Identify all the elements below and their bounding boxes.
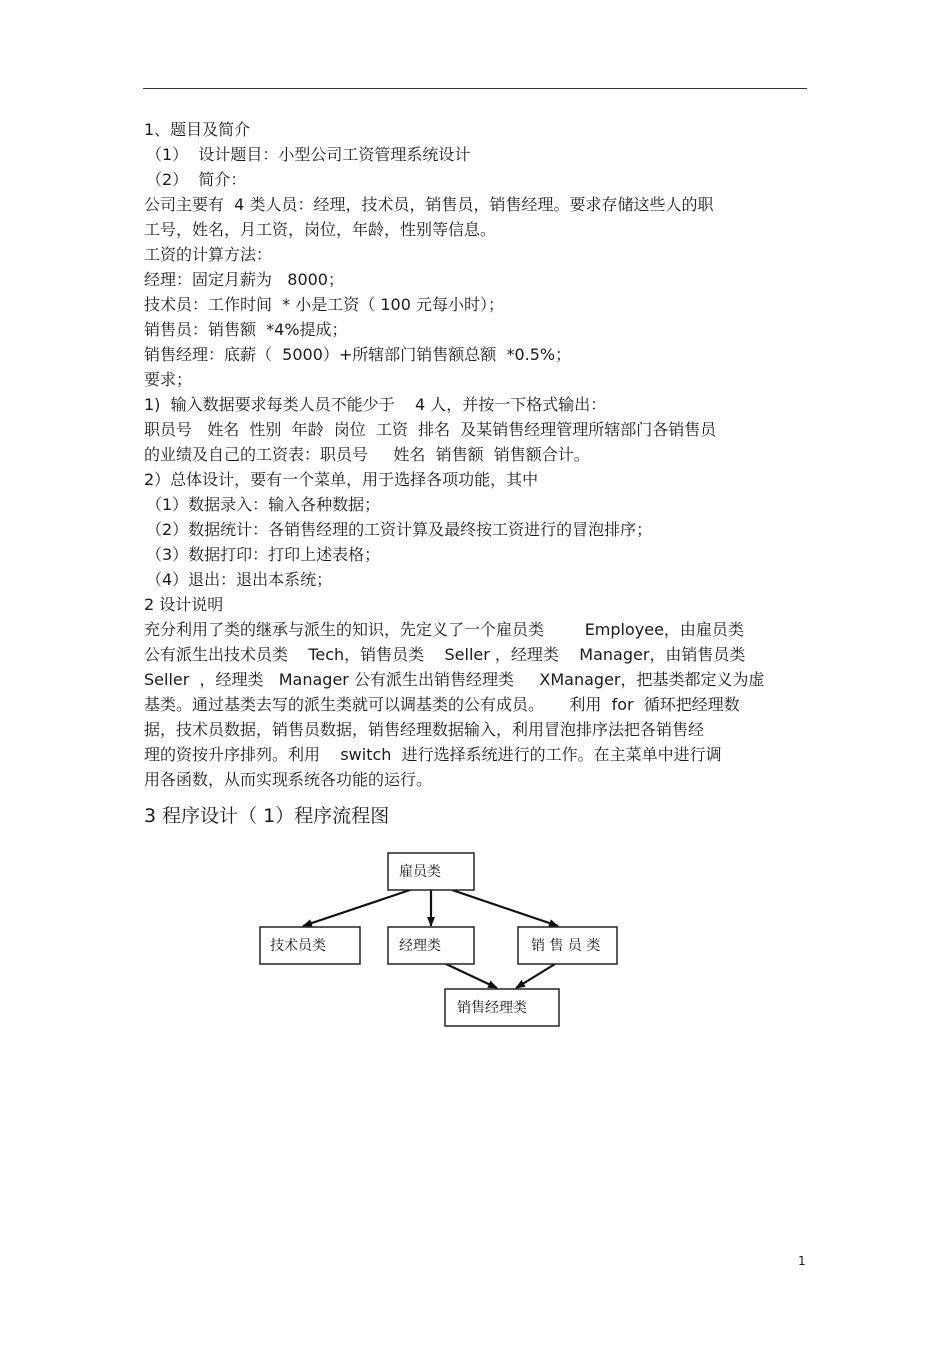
- text-line: 工资的计算方法：: [144, 245, 273, 264]
- heading-2: 2 设计说明: [144, 595, 224, 614]
- text-line: 1) 输入数据要求每类人员不能少于 4 人，并按一下格式输出：: [144, 395, 607, 414]
- box-employee: [388, 853, 474, 890]
- text-line: 工号，姓名，月工资，岗位，年龄，性别等信息。: [144, 220, 497, 239]
- arrow-manager-to-sales-manager: [446, 964, 497, 988]
- text-line: （3）数据打印：打印上述表格；: [146, 545, 381, 564]
- arrow-employee-to-seller: [452, 890, 558, 926]
- box-manager-label: 经理类: [399, 938, 441, 954]
- box-seller: [518, 927, 617, 964]
- box-sales-manager: [445, 989, 559, 1026]
- arrow-employee-to-tech: [303, 890, 410, 926]
- text-line: 基类。通过基类去写的派生类就可以调基类的公有成员。 利用 for 循环把经理数: [144, 695, 740, 714]
- text-line: 的业绩及自己的工资表：职员号 姓名 销售额 销售额合计。: [144, 445, 590, 464]
- box-tech-label: 技术员类: [270, 938, 326, 954]
- text-line: 技术员：工作时间 * 小是工资（ 100 元每小时）；: [144, 295, 504, 314]
- text-line: （2）数据统计：各销售经理的工资计算及最终按工资进行的冒泡排序；: [146, 520, 653, 539]
- heading-1: 1、题目及简介: [144, 120, 251, 139]
- text-line: 充分利用了类的继承与派生的知识，先定义了一个雇员类 Employee，由雇员类: [144, 620, 744, 639]
- heading-3: 3 程序设计（ 1）程序流程图: [144, 805, 390, 827]
- box-seller-label: 销 售 员 类: [531, 938, 601, 954]
- text-line: 公司主要有 4 类人员：经理，技术员，销售员，销售经理。要求存储这些人的职: [144, 195, 714, 214]
- text-line: 公有派生出技术员类 Tech，销售员类 Seller ，经理类 Manager，由销售员类: [144, 645, 746, 664]
- text-line: （1） 设计题目：小型公司工资管理系统设计: [146, 145, 471, 164]
- text-line: （4）退出：退出本系统；: [146, 570, 333, 589]
- text-line: （2） 简介：: [146, 170, 247, 189]
- box-tech: [260, 927, 360, 964]
- text-line: 销售员：销售额 *4%提成；: [144, 320, 348, 339]
- text-line: 销售经理：底薪（ 5000）+所辖部门销售额总额 *0.5%；: [144, 345, 572, 364]
- text-line: Seller ，经理类 Manager 公有派生出销售经理类 XManager，把基类都定义为虚: [144, 670, 765, 689]
- text-line: 经理：固定月薪为 8000；: [144, 270, 344, 289]
- arrow-seller-to-sales-manager: [516, 964, 555, 988]
- page-number: 1: [798, 1254, 806, 1268]
- text-line: 据，技术员数据，销售员数据，销售经理数据输入，利用冒泡排序法把各销售经: [144, 720, 705, 739]
- text-line: （1）数据录入：输入各种数据；: [146, 495, 381, 514]
- text-line: 职员号 姓名 性别 年龄 岗位 工资 排名 及某销售经理管理所辖部门各销售员: [144, 420, 717, 439]
- box-manager: [388, 927, 474, 964]
- text-line: 用各函数，从而实现系统各功能的运行。: [144, 770, 433, 789]
- box-employee-label: 雇员类: [399, 864, 441, 880]
- text-line: 要求；: [144, 370, 193, 389]
- box-sales-manager-label: 销售经理类: [457, 1000, 527, 1016]
- text-line: 理的资按升序排列。利用 switch 进行选择系统进行的工作。在主菜单中进行调: [144, 745, 722, 764]
- text-line: 2）总体设计，要有一个菜单，用于选择各项功能，其中: [144, 470, 539, 489]
